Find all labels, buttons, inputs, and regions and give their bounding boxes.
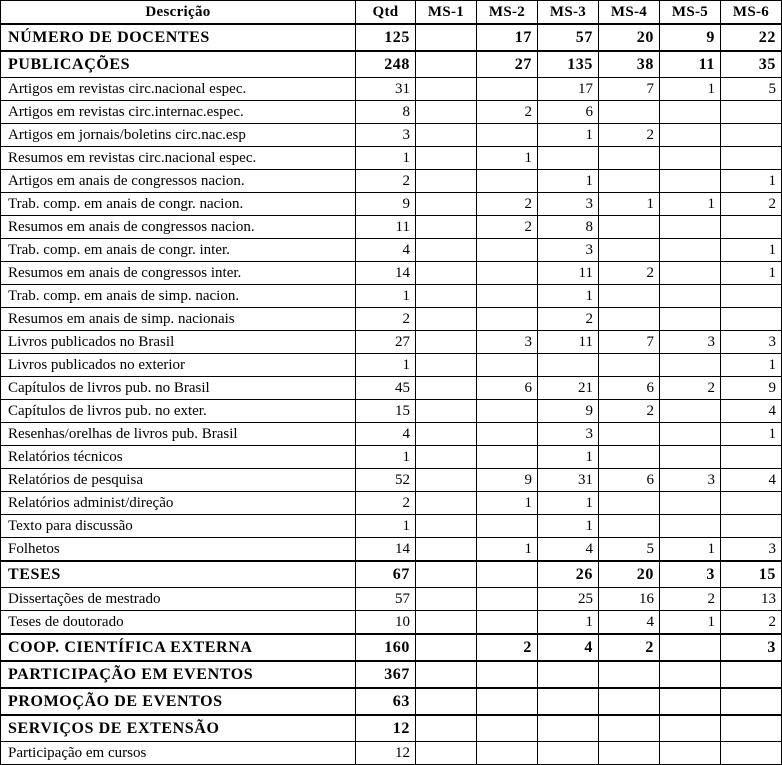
cell-qtd: 160 <box>356 634 416 661</box>
cell-ms3: 1 <box>538 285 599 308</box>
cell-ms4 <box>599 661 660 688</box>
cell-ms2 <box>477 400 538 423</box>
cell-ms4: 38 <box>599 51 660 78</box>
row-label: Teses de doutorado <box>1 611 356 635</box>
cell-ms6 <box>721 492 782 515</box>
cell-ms2: 27 <box>477 51 538 78</box>
cell-ms1 <box>416 377 477 400</box>
cell-ms1 <box>416 101 477 124</box>
table-row <box>1 423 782 446</box>
cell-ms1 <box>416 423 477 446</box>
cell-ms3 <box>538 688 599 715</box>
table-row <box>1 561 782 588</box>
cell-ms5 <box>660 216 721 239</box>
row-label: Artigos em anais de congressos nacion. <box>1 170 356 193</box>
cell-qtd: 15 <box>356 400 416 423</box>
cell-ms2 <box>477 515 538 538</box>
cell-ms1 <box>416 239 477 262</box>
cell-ms5 <box>660 715 721 742</box>
cell-ms6: 4 <box>721 400 782 423</box>
cell-ms3: 3 <box>538 423 599 446</box>
row-label: PROMOÇÃO DE EVENTOS <box>1 688 356 715</box>
cell-ms6: 4 <box>721 469 782 492</box>
cell-qtd: 1 <box>356 354 416 377</box>
cell-ms3: 1 <box>538 446 599 469</box>
cell-ms4: 5 <box>599 538 660 562</box>
table-row <box>1 715 782 742</box>
row-label: Artigos em revistas circ.internac.espec. <box>1 101 356 124</box>
cell-ms1 <box>416 561 477 588</box>
cell-ms1 <box>416 51 477 78</box>
cell-ms3: 1 <box>538 170 599 193</box>
cell-ms5 <box>660 400 721 423</box>
cell-ms4: 16 <box>599 588 660 611</box>
row-label: Trab. comp. em anais de congr. nacion. <box>1 193 356 216</box>
cell-ms5: 11 <box>660 51 721 78</box>
cell-ms4 <box>599 147 660 170</box>
cell-qtd: 2 <box>356 492 416 515</box>
row-label: Capítulos de livros pub. no Brasil <box>1 377 356 400</box>
cell-ms1 <box>416 170 477 193</box>
cell-ms6: 1 <box>721 170 782 193</box>
cell-qtd: 125 <box>356 24 416 51</box>
cell-ms3: 1 <box>538 492 599 515</box>
cell-ms3: 6 <box>538 101 599 124</box>
cell-ms3: 11 <box>538 262 599 285</box>
cell-ms6: 2 <box>721 611 782 635</box>
cell-ms6: 15 <box>721 561 782 588</box>
cell-ms2 <box>477 588 538 611</box>
cell-ms6 <box>721 715 782 742</box>
cell-qtd: 4 <box>356 239 416 262</box>
table-row <box>1 78 782 101</box>
table-header <box>1 1 782 25</box>
table-row <box>1 492 782 515</box>
cell-ms5: 3 <box>660 331 721 354</box>
cell-ms2: 17 <box>477 24 538 51</box>
table-row <box>1 354 782 377</box>
cell-ms4: 4 <box>599 611 660 635</box>
cell-ms6: 13 <box>721 588 782 611</box>
cell-ms5: 1 <box>660 538 721 562</box>
cell-ms3: 8 <box>538 216 599 239</box>
cell-ms4: 20 <box>599 561 660 588</box>
row-label: Relatórios administ/direção <box>1 492 356 515</box>
cell-ms3: 17 <box>538 78 599 101</box>
cell-ms3 <box>538 354 599 377</box>
cell-ms3: 26 <box>538 561 599 588</box>
cell-ms2: 3 <box>477 331 538 354</box>
cell-ms5: 1 <box>660 611 721 635</box>
cell-ms2 <box>477 78 538 101</box>
cell-ms5 <box>660 147 721 170</box>
cell-ms6 <box>721 515 782 538</box>
cell-ms3: 4 <box>538 634 599 661</box>
cell-ms6: 9 <box>721 377 782 400</box>
cell-qtd: 63 <box>356 688 416 715</box>
cell-ms6: 3 <box>721 634 782 661</box>
cell-ms4 <box>599 285 660 308</box>
table-row <box>1 634 782 661</box>
cell-ms1 <box>416 538 477 562</box>
cell-ms5 <box>660 492 721 515</box>
table-row <box>1 216 782 239</box>
cell-qtd: 27 <box>356 331 416 354</box>
cell-ms4: 2 <box>599 262 660 285</box>
table-row <box>1 588 782 611</box>
cell-ms4 <box>599 354 660 377</box>
cell-ms6 <box>721 147 782 170</box>
cell-ms6: 3 <box>721 331 782 354</box>
cell-ms2 <box>477 661 538 688</box>
table-row <box>1 611 782 635</box>
row-label: Relatórios técnicos <box>1 446 356 469</box>
cell-ms3 <box>538 661 599 688</box>
cell-ms3: 4 <box>538 538 599 562</box>
cell-ms5: 1 <box>660 78 721 101</box>
cell-ms4 <box>599 492 660 515</box>
header-row <box>1 1 782 25</box>
cell-ms2 <box>477 715 538 742</box>
cell-qtd: 1 <box>356 446 416 469</box>
table-row <box>1 170 782 193</box>
cell-ms3: 3 <box>538 239 599 262</box>
cell-ms4 <box>599 446 660 469</box>
cell-ms4 <box>599 216 660 239</box>
cell-ms1 <box>416 588 477 611</box>
cell-ms5 <box>660 285 721 308</box>
cell-ms2: 1 <box>477 538 538 562</box>
cell-ms2 <box>477 239 538 262</box>
table-row <box>1 239 782 262</box>
row-label: TESES <box>1 561 356 588</box>
cell-qtd: 11 <box>356 216 416 239</box>
cell-ms1 <box>416 331 477 354</box>
cell-ms4 <box>599 715 660 742</box>
table-row <box>1 331 782 354</box>
cell-ms5: 3 <box>660 561 721 588</box>
table-row <box>1 124 782 147</box>
cell-qtd: 2 <box>356 308 416 331</box>
cell-ms6 <box>721 688 782 715</box>
cell-ms1 <box>416 611 477 635</box>
cell-ms1 <box>416 78 477 101</box>
column-header-ms2: MS-2 <box>477 1 538 25</box>
cell-ms3: 2 <box>538 308 599 331</box>
cell-ms4 <box>599 742 660 765</box>
cell-ms6: 1 <box>721 239 782 262</box>
cell-ms2 <box>477 308 538 331</box>
cell-ms5 <box>660 354 721 377</box>
cell-ms4: 20 <box>599 24 660 51</box>
cell-ms1 <box>416 193 477 216</box>
cell-ms5 <box>660 634 721 661</box>
cell-ms4 <box>599 170 660 193</box>
cell-ms2: 2 <box>477 216 538 239</box>
cell-ms5 <box>660 239 721 262</box>
cell-ms3: 135 <box>538 51 599 78</box>
column-header-ms1: MS-1 <box>416 1 477 25</box>
table-row <box>1 193 782 216</box>
cell-ms2: 1 <box>477 147 538 170</box>
cell-qtd: 14 <box>356 538 416 562</box>
cell-ms4: 2 <box>599 124 660 147</box>
row-label: Trab. comp. em anais de simp. nacion. <box>1 285 356 308</box>
cell-ms4 <box>599 688 660 715</box>
row-label: Resumos em anais de congressos nacion. <box>1 216 356 239</box>
cell-qtd: 52 <box>356 469 416 492</box>
row-label: Livros publicados no Brasil <box>1 331 356 354</box>
cell-qtd: 57 <box>356 588 416 611</box>
cell-ms1 <box>416 285 477 308</box>
cell-qtd: 2 <box>356 170 416 193</box>
cell-ms1 <box>416 400 477 423</box>
cell-ms5 <box>660 661 721 688</box>
table-row <box>1 515 782 538</box>
table-row <box>1 446 782 469</box>
table-row <box>1 661 782 688</box>
cell-ms1 <box>416 742 477 765</box>
cell-ms3: 31 <box>538 469 599 492</box>
cell-ms1 <box>416 262 477 285</box>
cell-ms5 <box>660 308 721 331</box>
cell-ms5 <box>660 101 721 124</box>
cell-ms2 <box>477 354 538 377</box>
cell-ms4: 7 <box>599 331 660 354</box>
column-header-ms6: MS-6 <box>721 1 782 25</box>
row-label: Resumos em anais de simp. nacionais <box>1 308 356 331</box>
cell-ms4 <box>599 239 660 262</box>
row-label: Resumos em revistas circ.nacional espec. <box>1 147 356 170</box>
cell-qtd: 1 <box>356 285 416 308</box>
cell-ms1 <box>416 24 477 51</box>
row-label: Folhetos <box>1 538 356 562</box>
row-label: PARTICIPAÇÃO EM EVENTOS <box>1 661 356 688</box>
cell-ms6 <box>721 101 782 124</box>
cell-qtd: 67 <box>356 561 416 588</box>
cell-ms2 <box>477 124 538 147</box>
cell-ms1 <box>416 492 477 515</box>
cell-ms6: 1 <box>721 354 782 377</box>
cell-ms2 <box>477 561 538 588</box>
cell-ms5: 2 <box>660 377 721 400</box>
cell-ms5 <box>660 423 721 446</box>
cell-qtd: 45 <box>356 377 416 400</box>
cell-ms4: 2 <box>599 400 660 423</box>
cell-ms5 <box>660 742 721 765</box>
cell-ms1 <box>416 661 477 688</box>
table-row <box>1 101 782 124</box>
cell-qtd: 4 <box>356 423 416 446</box>
cell-ms2: 2 <box>477 193 538 216</box>
cell-ms3: 25 <box>538 588 599 611</box>
cell-ms1 <box>416 634 477 661</box>
table-row <box>1 742 782 765</box>
cell-ms3 <box>538 742 599 765</box>
row-label: Dissertações de mestrado <box>1 588 356 611</box>
cell-qtd: 367 <box>356 661 416 688</box>
cell-ms6: 5 <box>721 78 782 101</box>
cell-ms2 <box>477 688 538 715</box>
cell-ms2: 2 <box>477 101 538 124</box>
table-row <box>1 377 782 400</box>
cell-ms6 <box>721 124 782 147</box>
cell-ms6 <box>721 742 782 765</box>
row-label: Resumos em anais de congressos inter. <box>1 262 356 285</box>
cell-ms6: 1 <box>721 423 782 446</box>
cell-ms6 <box>721 661 782 688</box>
cell-qtd: 9 <box>356 193 416 216</box>
cell-qtd: 1 <box>356 147 416 170</box>
cell-ms3: 9 <box>538 400 599 423</box>
cell-ms2: 9 <box>477 469 538 492</box>
cell-qtd: 3 <box>356 124 416 147</box>
row-label: Livros publicados no exterior <box>1 354 356 377</box>
column-header-ms5: MS-5 <box>660 1 721 25</box>
column-header-ms3: MS-3 <box>538 1 599 25</box>
cell-ms4: 6 <box>599 377 660 400</box>
cell-qtd: 8 <box>356 101 416 124</box>
cell-ms6: 2 <box>721 193 782 216</box>
table-row <box>1 24 782 51</box>
cell-ms4 <box>599 308 660 331</box>
cell-ms3: 11 <box>538 331 599 354</box>
cell-ms4 <box>599 101 660 124</box>
cell-ms6 <box>721 308 782 331</box>
cell-ms4: 1 <box>599 193 660 216</box>
cell-ms5: 2 <box>660 588 721 611</box>
cell-ms1 <box>416 354 477 377</box>
row-label: Relatórios de pesquisa <box>1 469 356 492</box>
cell-ms5 <box>660 446 721 469</box>
cell-ms1 <box>416 446 477 469</box>
cell-ms3: 3 <box>538 193 599 216</box>
cell-ms5 <box>660 515 721 538</box>
cell-ms2 <box>477 285 538 308</box>
cell-ms3: 21 <box>538 377 599 400</box>
cell-ms5 <box>660 170 721 193</box>
table-row <box>1 308 782 331</box>
cell-ms5 <box>660 124 721 147</box>
cell-ms1 <box>416 469 477 492</box>
cell-ms3 <box>538 715 599 742</box>
row-label: Capítulos de livros pub. no exter. <box>1 400 356 423</box>
cell-ms1 <box>416 308 477 331</box>
cell-qtd: 10 <box>356 611 416 635</box>
row-label: PUBLICAÇÕES <box>1 51 356 78</box>
cell-ms5: 3 <box>660 469 721 492</box>
cell-ms3: 57 <box>538 24 599 51</box>
cell-ms6 <box>721 446 782 469</box>
table-row <box>1 51 782 78</box>
table-row <box>1 688 782 715</box>
cell-ms6 <box>721 285 782 308</box>
table-row <box>1 147 782 170</box>
row-label: Artigos em revistas circ.nacional espec. <box>1 78 356 101</box>
cell-ms6: 35 <box>721 51 782 78</box>
cell-ms5 <box>660 262 721 285</box>
table-body <box>1 24 782 765</box>
cell-ms3: 1 <box>538 515 599 538</box>
cell-ms2: 6 <box>477 377 538 400</box>
row-label: SERVIÇOS DE EXTENSÃO <box>1 715 356 742</box>
cell-ms2 <box>477 170 538 193</box>
cell-ms2: 2 <box>477 634 538 661</box>
column-header-qtd: Qtd <box>356 1 416 25</box>
cell-ms6: 22 <box>721 24 782 51</box>
cell-ms6 <box>721 216 782 239</box>
cell-ms1 <box>416 715 477 742</box>
table-row <box>1 538 782 562</box>
cell-ms4: 2 <box>599 634 660 661</box>
row-label: Texto para discussão <box>1 515 356 538</box>
cell-ms2 <box>477 262 538 285</box>
cell-ms1 <box>416 124 477 147</box>
cell-ms1 <box>416 216 477 239</box>
cell-ms6: 3 <box>721 538 782 562</box>
cell-qtd: 14 <box>356 262 416 285</box>
cell-ms4: 6 <box>599 469 660 492</box>
row-label: NÚMERO DE DOCENTES <box>1 24 356 51</box>
cell-ms2: 1 <box>477 492 538 515</box>
cell-ms1 <box>416 147 477 170</box>
cell-ms5: 1 <box>660 193 721 216</box>
cell-ms1 <box>416 515 477 538</box>
cell-ms5: 9 <box>660 24 721 51</box>
table-row <box>1 400 782 423</box>
column-header-ms4: MS-4 <box>599 1 660 25</box>
cell-ms4 <box>599 423 660 446</box>
cell-qtd: 31 <box>356 78 416 101</box>
cell-ms2 <box>477 611 538 635</box>
table-row <box>1 469 782 492</box>
row-label: COOP. CIENTÍFICA EXTERNA <box>1 634 356 661</box>
cell-ms3 <box>538 147 599 170</box>
row-label: Trab. comp. em anais de congr. inter. <box>1 239 356 262</box>
column-header-descricao: Descrição <box>1 1 356 25</box>
cell-ms3: 1 <box>538 611 599 635</box>
table-row <box>1 285 782 308</box>
row-label: Resenhas/orelhas de livros pub. Brasil <box>1 423 356 446</box>
cell-ms2 <box>477 423 538 446</box>
cell-qtd: 248 <box>356 51 416 78</box>
cell-qtd: 12 <box>356 742 416 765</box>
cell-qtd: 1 <box>356 515 416 538</box>
cell-ms4: 7 <box>599 78 660 101</box>
cell-ms3: 1 <box>538 124 599 147</box>
cell-ms6: 1 <box>721 262 782 285</box>
cell-ms1 <box>416 688 477 715</box>
row-label: Artigos em jornais/boletins circ.nac.esp <box>1 124 356 147</box>
cell-ms2 <box>477 446 538 469</box>
table-row <box>1 262 782 285</box>
cell-ms5 <box>660 688 721 715</box>
cell-qtd: 12 <box>356 715 416 742</box>
row-label: Participação em cursos <box>1 742 356 765</box>
cell-ms2 <box>477 742 538 765</box>
cell-ms4 <box>599 515 660 538</box>
